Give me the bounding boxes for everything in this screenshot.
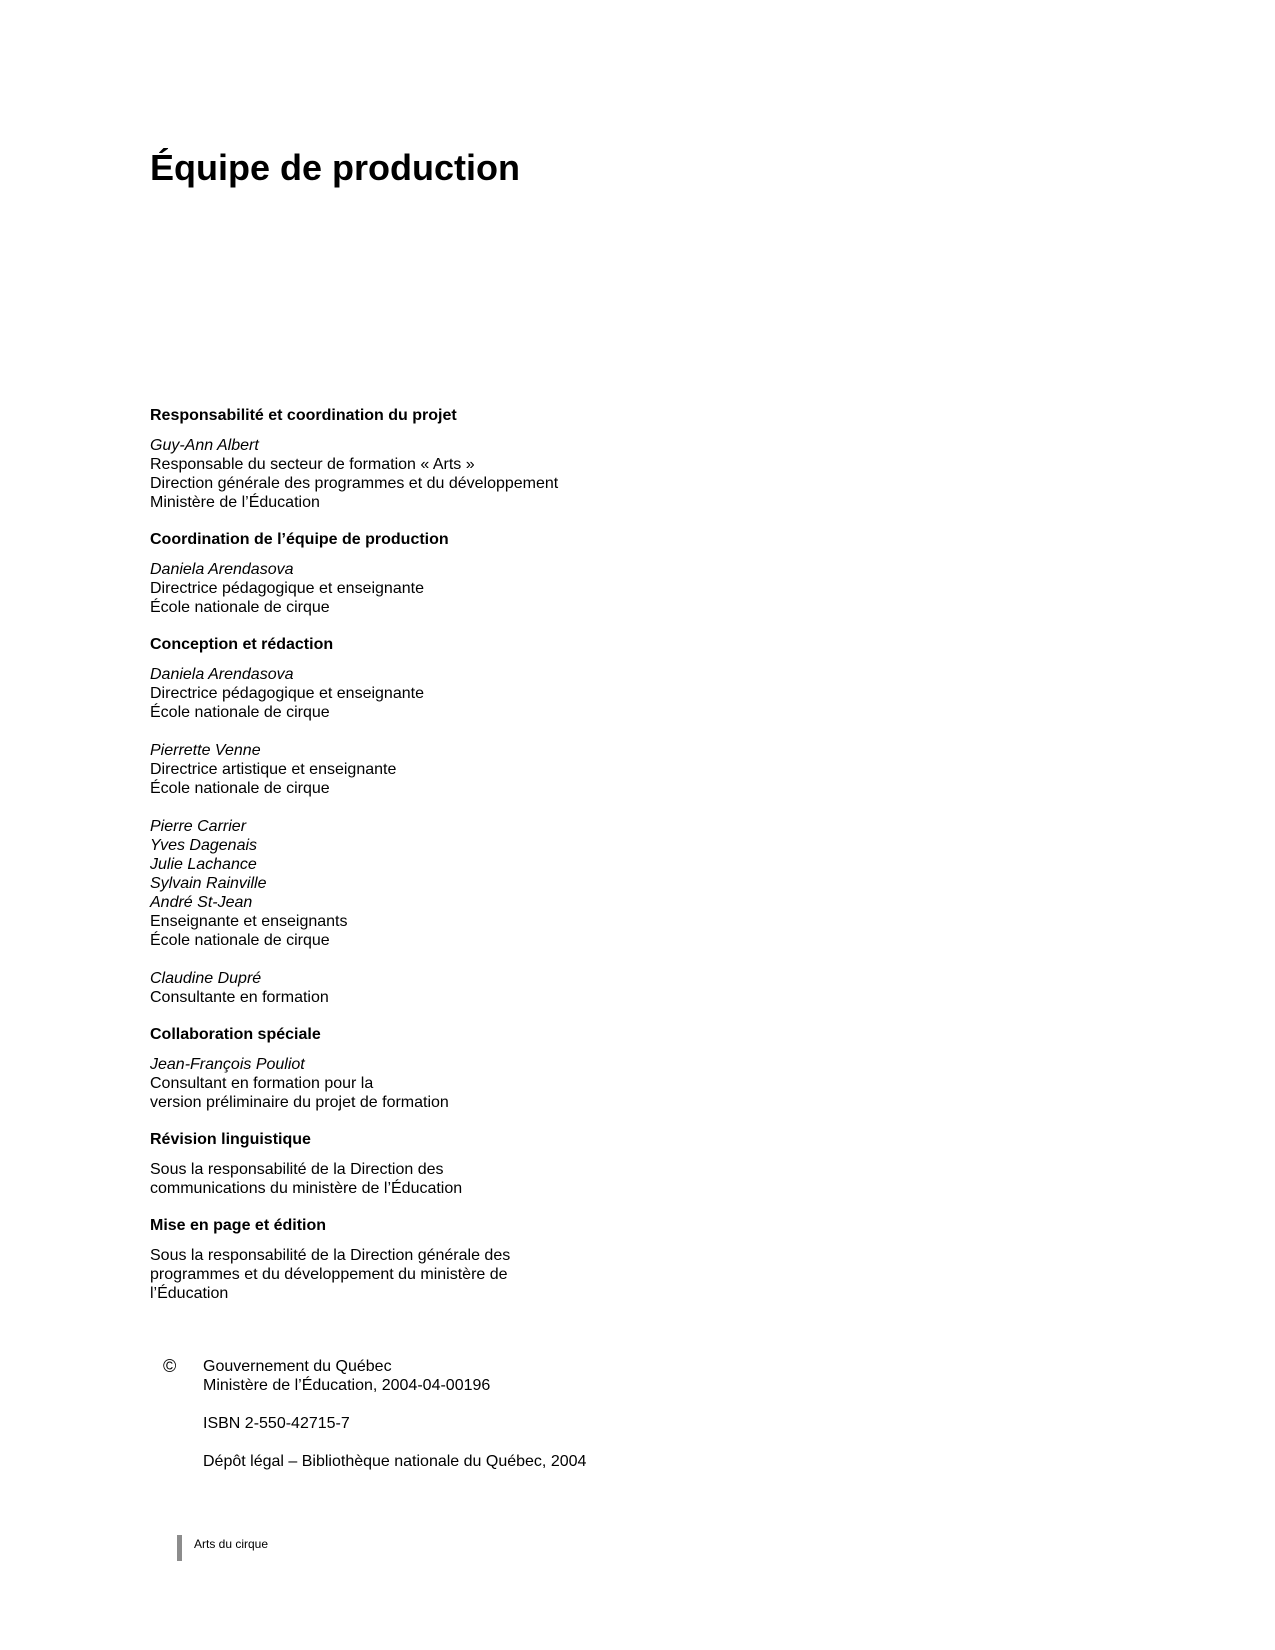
person-name: Claudine Dupré [150,970,262,987]
copyright-icon: © [163,1356,177,1376]
role-line: École nationale de cirque [150,599,330,616]
footer-bar [177,1535,182,1561]
role-line: Responsable du secteur de formation « Arts » [150,456,475,473]
credits-section [150,406,770,512]
person-name: Pierre Carrier [150,818,247,835]
credits-section [150,1216,770,1303]
isbn [203,1414,763,1433]
role-line: version préliminaire du projet de formation [150,1094,449,1111]
credit-entry [150,436,770,512]
role-line: Directrice pédagogique et enseignante [150,580,424,597]
role-line: Enseignante et enseignants [150,913,348,930]
role-line: Sous la responsabilité de la Direction des [150,1161,444,1178]
credits-list [150,406,770,1321]
role-line: Consultant en formation pour la [150,1075,374,1092]
role-line: Ministère de l’Éducation [150,494,320,511]
person-name: Daniela Arendasova [150,561,294,578]
credits-section [150,635,770,1007]
role-line: Direction générale des programmes et du développement [150,475,559,492]
section-heading: Mise en page et édition [150,1217,327,1234]
role-line: École nationale de cirque [150,704,330,721]
role-line: Sous la responsabilité de la Direction générale des [150,1247,511,1264]
person-name: Yves Dagenais [150,837,258,854]
credits-section [150,530,770,617]
credit-entry [150,560,770,617]
section-heading: Conception et rédaction [150,636,334,653]
role-line: programmes et du développement du ministère de [150,1266,508,1283]
role-line: École nationale de cirque [150,932,330,949]
credit-entry [150,1055,770,1112]
copyright-text [203,1357,763,1490]
publisher-info [203,1357,763,1395]
section-heading: Responsabilité et coordination du projet [150,407,457,424]
section-heading: Collaboration spéciale [150,1026,321,1043]
role-line: communications du ministère de l’Éducation [150,1180,463,1197]
person-name: Guy-Ann Albert [150,437,259,454]
role-line: Directrice artistique et enseignante [150,761,397,778]
legal-deposit-text: Dépôt légal – Bibliothèque nationale du Québec, 2004 [203,1453,587,1470]
legal-deposit [203,1452,763,1471]
credit-entry [150,665,770,722]
credit-entry [150,1246,770,1303]
person-name: Sylvain Rainville [150,875,267,892]
person-name: Pierrette Venne [150,742,261,759]
page-footer [177,1535,377,1561]
credit-entry [150,969,770,1007]
role-line: Consultante en formation [150,989,329,1006]
credits-section [150,1025,770,1112]
role-line: École nationale de cirque [150,780,330,797]
section-heading: Coordination de l’équipe de production [150,531,449,548]
section-heading: Révision linguistique [150,1131,311,1148]
credits-section [150,1130,770,1198]
role-line: l’Éducation [150,1285,229,1302]
credit-entry [150,741,770,798]
isbn-text: ISBN 2-550-42715-7 [203,1415,350,1432]
publisher-line: Gouvernement du Québec [203,1358,392,1375]
page-title: Équipe de production [150,147,520,188]
role-line: Directrice pédagogique et enseignante [150,685,424,702]
person-name: Julie Lachance [150,856,257,873]
person-name: Daniela Arendasova [150,666,294,683]
credit-entry [150,817,770,950]
person-name: Jean-François Pouliot [150,1056,305,1073]
credit-entry [150,1160,770,1198]
person-name: André St-Jean [150,894,253,911]
footer-label: Arts du cirque [194,1537,269,1551]
publisher-line: Ministère de l’Éducation, 2004-04-00196 [203,1377,491,1394]
